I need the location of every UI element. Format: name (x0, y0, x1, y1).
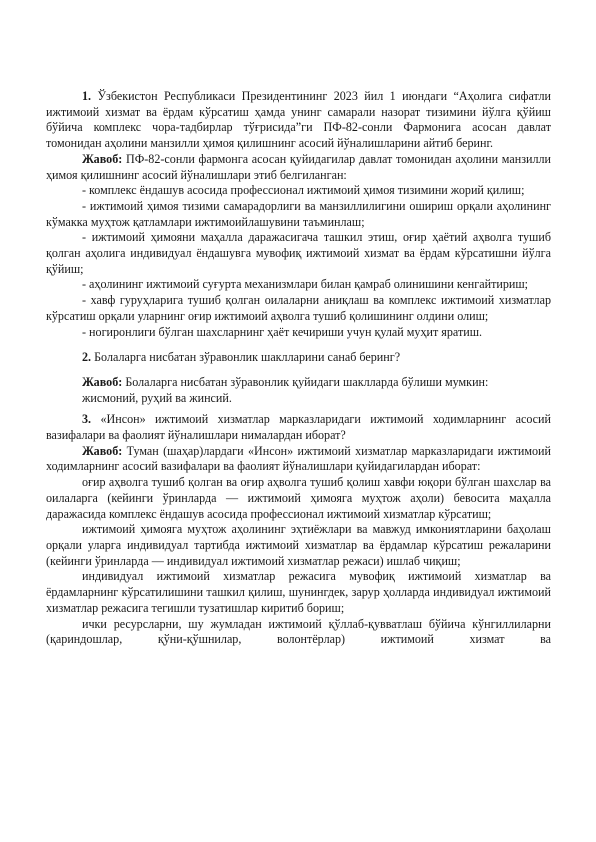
answer-1-item: - аҳолининг ижтимоий суғурта механизмлари билан қамраб олинишини кенгайтириш; (82, 277, 529, 292)
document-page (46, 89, 551, 648)
question-number: 2. (82, 350, 92, 365)
answer-1-item: - хавф гуруҳларига тушиб қолган оилаларни аниқлаш ва комплекс ижтимоий хизматлар кўрсатиш орқали уларнинг оғир ижтимоий аҳволга тушиб қолишининг олдини олиш; (46, 293, 551, 323)
answer-1-item: - ногиронлиги бўлган шахсларнинг ҳаёт кечириши учун қулай муҳит яратиш. (82, 324, 483, 339)
question-3 (46, 412, 551, 443)
answer-3-item: ички ресурсларни, шу жумладан ижтимоий қўллаб-қувватлаш бўйича кўнгиллиларни (қариндошлар, қўни-қўшнилар, волонтёрлар) ижтимоий хизмат ва (46, 616, 551, 647)
question-number: 3. (82, 412, 92, 427)
question-1 (46, 89, 551, 152)
question-number: 1. (82, 89, 92, 103)
answer-1-intro (46, 152, 551, 183)
answer-1-item: - комплекс ёндашув асосида профессионал ижтимоий ҳимоя тизимини жорий қилиш; (82, 183, 525, 198)
question-text: «Инсон» ижтимоий хизматлар марказларидаги ижтимоий ходимларнинг асосий вазифалари ва фаолият йўналишлари нималардан иборат? (46, 412, 551, 443)
question-text: Болаларга нисбатан зўравонлик шаклларини санаб беринг? (94, 350, 401, 365)
answer-text: Болаларга нисбатан зўравонлик қуйидаги шаклларда бўлиши мумкин: жисмоний, руҳий ва жинсий. (82, 374, 489, 405)
answer-3-intro (46, 444, 551, 475)
answer-1-item: - ижтимоий ҳимоя тизими самарадорлиги ва манзиллилигини ошириш орқали аҳолининг кўмакка муҳтож қатламлари ижтимоийлашувини таъминлаш; (46, 198, 551, 229)
question-2 (82, 350, 551, 366)
question-text: Ўзбекистон Республикаси Президентининг 2023 йил 1 июндаги “Аҳолига сифатли ижтимоий хизмат ва ёрдам кўрсатиш ҳамда унинг самарали назорат тизимини йўлга қўйиш бўйича комплекс чора-тадбирлар тўғрисида”ги ПФ-82-сонли Фармонига асосан давлат томонидан аҳолини манзилли ҳимоя қилишнинг асосий йўналишларини айтиб беринг. (46, 89, 551, 151)
answer-text: ПФ-82-сонли фармонга асосан қуйидагилар давлат томонидан аҳолини манзилли ҳимоя қилишнинг асосий йўналишлари этиб белгиланган: (46, 151, 551, 182)
answer-label: Жавоб: (82, 374, 123, 389)
answer-3-item: ижтимоий ҳимояга муҳтож аҳолининг эҳтиёжлари ва мавжуд имкониятларини баҳолаш орқали уларга индивидуал тартибда ижтимоий хизматлар ва ёрдамлар кўрсатиш режаларини (кейинги ўринларда — индивидуал ижтимоий хизматлар режаси) ишлаб чиқиш; (46, 522, 551, 568)
answer-label: Жавоб: (82, 151, 123, 166)
answer-label: Жавоб: (82, 443, 123, 458)
answer-text: Туман (шаҳар)лардаги «Инсон» ижтимоий хизматлар марказларидаги ижтимоий ходимларнинг асосий вазифалари ва фаолият йўналишлари қуйидагилардан иборат: (46, 443, 551, 474)
answer-3-item: индивидуал ижтимоий хизматлар режасига мувофиқ ижтимоий хизматлар ва ёрдамларнинг кўрсатилишини ташкил қилиш, шунингдек, зарур ҳолларда индивидуал ижтимоий хизматлар режасига тегишли тузатишлар киритиб бориш; (46, 569, 551, 615)
answer-1-item: - ижтимоий ҳимояни маҳалла даражасигача ташкил этиш, оғир ҳаётий аҳволга тушиб қолган аҳолига индивидуал ёндашувга мувофиқ ижтимоий хизмат ва ёрдам кўрсатишни йўлга қўйиш; (46, 230, 551, 276)
answer-2 (82, 375, 551, 406)
answer-3-item: оғир аҳволга тушиб қолган ва оғир аҳволга тушиб қолиш хавфи юқори бўлган шахслар ва оилаларга (кейинги ўринларда — ижтимоий ҳимояга муҳтож аҳоли) бевосита маҳалла даражасида комплекс ёндашув асосида профессионал ижтимоий хизматлар кўрсатиш; (46, 475, 551, 521)
